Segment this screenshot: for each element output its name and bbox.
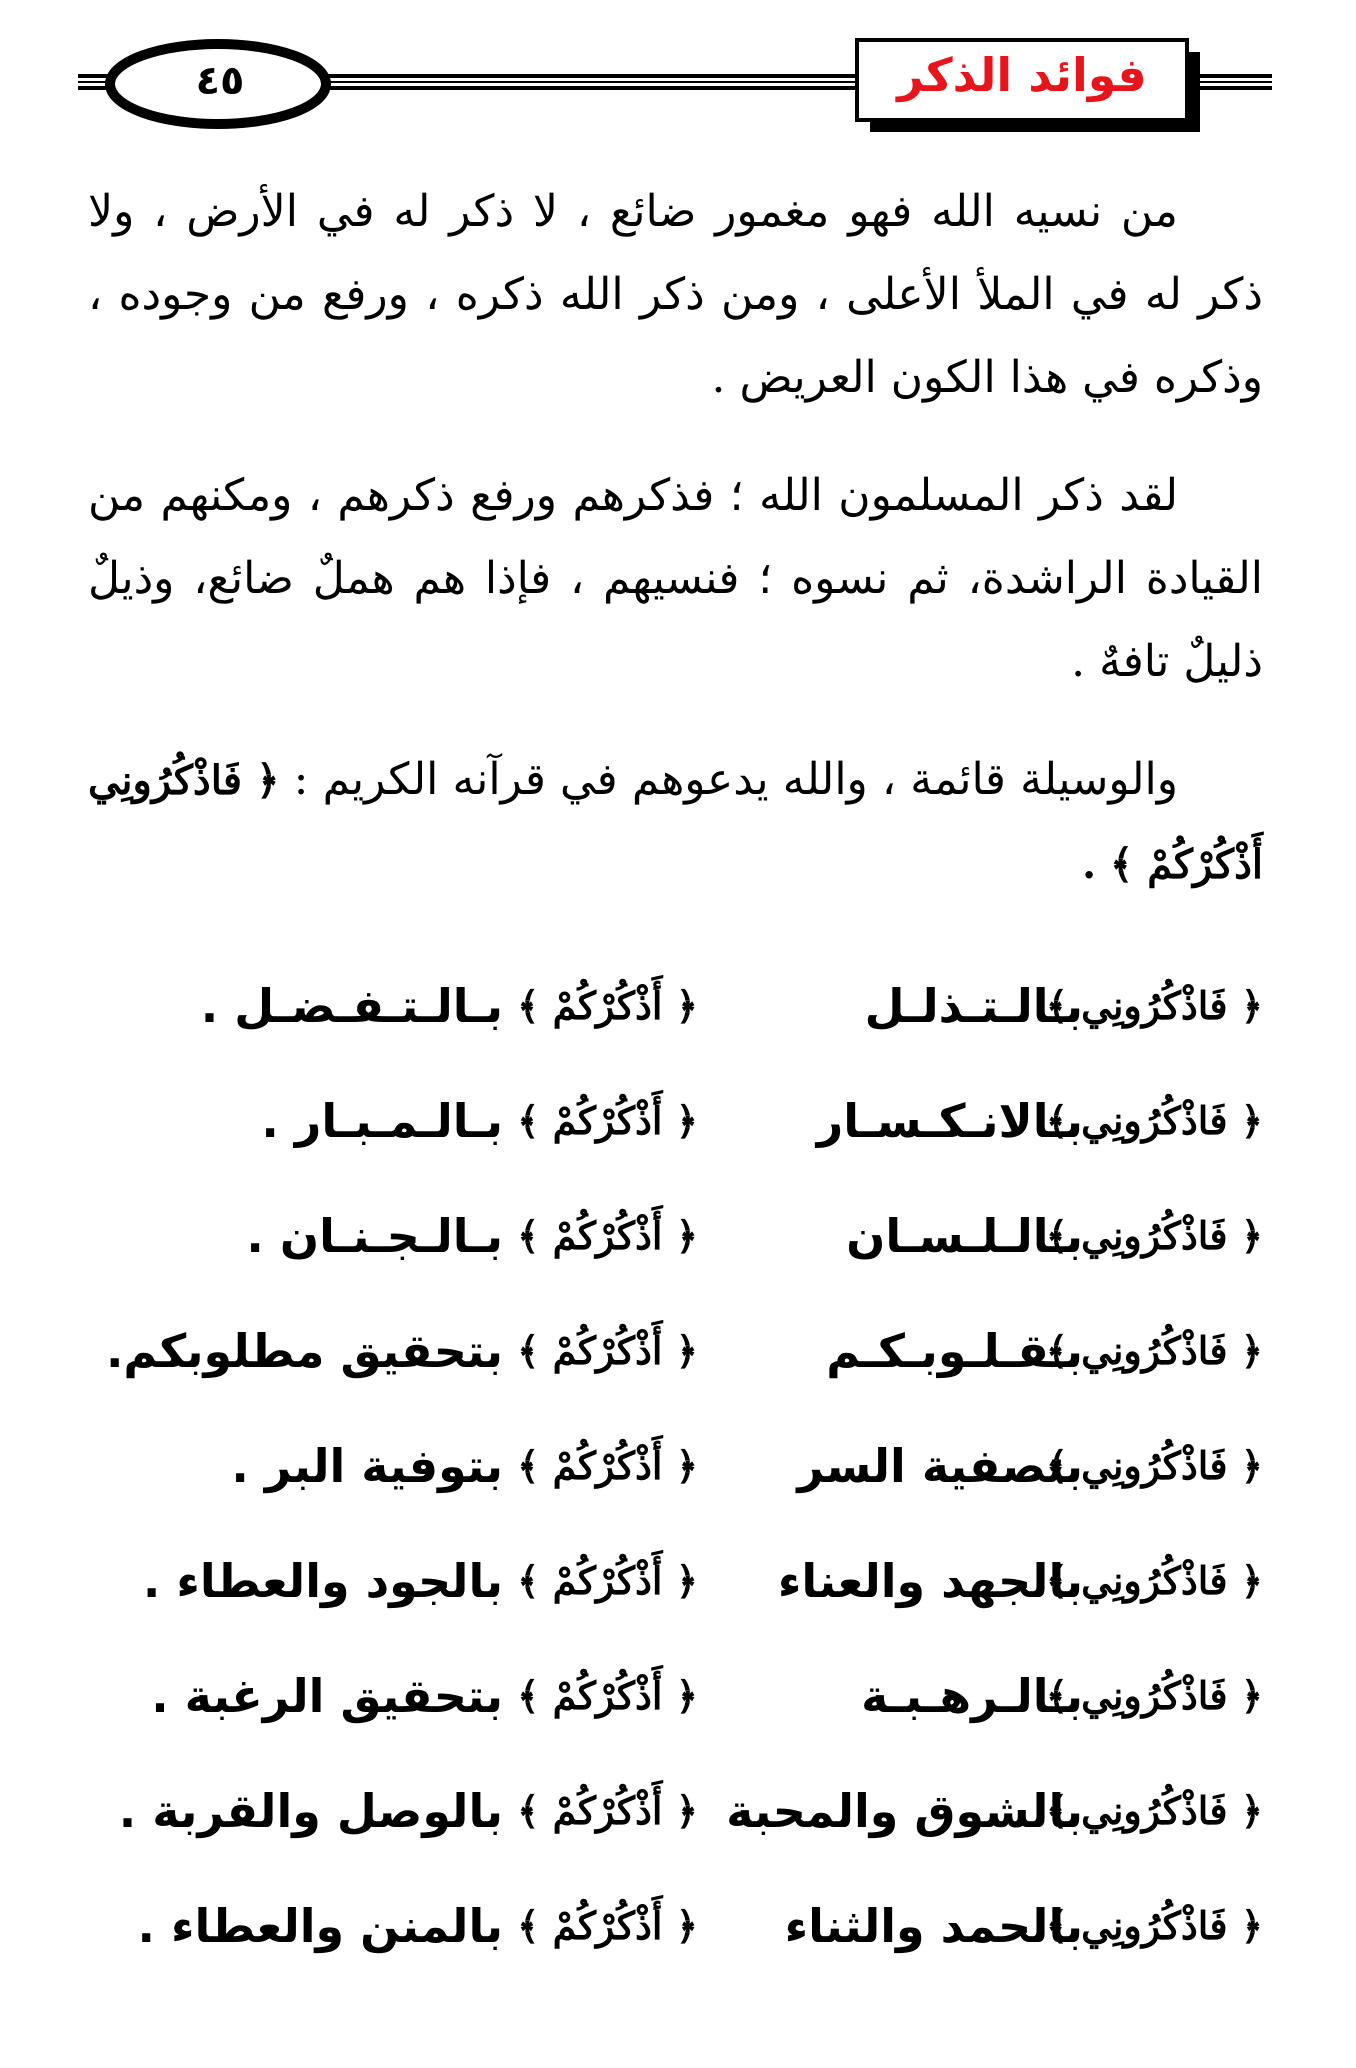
verse-lines-list — [88, 948, 1263, 1983]
list-item — [88, 1063, 1263, 1178]
phrase-first: بـالانـكـسـار — [816, 1093, 1083, 1148]
list-item — [88, 948, 1263, 1063]
verse-first: ﴿ فَاذْكُرُونِي ﴾ — [1045, 1673, 1263, 1718]
verse-second: ﴿ أَذْكُرْكُمْ ﴾ — [517, 1903, 698, 1948]
page-header — [0, 0, 1356, 160]
paragraph-1-text: من نسيه الله فهو مغمور ضائع ، لا ذكر له في الأرض ، ولا ذكر له في الملأ الأعلى ، ومن ذكر الله ذكره ، ورفع من وجوده ، وذكره في هذا الكون العريض . — [88, 186, 1263, 403]
phrase-first: بالجهد والعناء — [777, 1553, 1083, 1608]
phrase-first: بالحمد والثناء — [784, 1898, 1083, 1953]
phrase-first: بالشوق والمحبة — [726, 1783, 1083, 1838]
list-item — [88, 1638, 1263, 1753]
phrase-first: بـالـتـذلـل — [864, 978, 1083, 1033]
verse-second: ﴿ أَذْكُرْكُمْ ﴾ — [517, 1788, 698, 1833]
phrase-second: بالمنن والعطاء . — [137, 1898, 503, 1953]
paragraph-3-text: والوسيلة قائمة ، والله يدعوهم في قرآنه الكريم : — [293, 754, 1178, 805]
phrase-first: بـقـلـوبـكـم — [826, 1323, 1083, 1378]
list-item — [88, 1293, 1263, 1408]
list-item — [88, 1408, 1263, 1523]
verse-second: ﴿ أَذْكُرْكُمْ ﴾ — [517, 1673, 698, 1718]
phrase-second: بتحقيق مطلوبكم. — [105, 1323, 503, 1378]
phrase-second: بـالـتـفـضـل . — [200, 978, 503, 1033]
paragraph-3 — [88, 738, 1263, 906]
verse-first: ﴿ فَاذْكُرُونِي ﴾ — [1045, 1558, 1263, 1603]
verse-second: ﴿ أَذْكُرْكُمْ ﴾ — [517, 1213, 698, 1258]
paragraph-2-text: لقد ذكر المسلمون الله ؛ فذكرهم ورفع ذكرهم ، ومكنهم من القيادة الراشدة، ثم نسوه ؛ فنسيهم ، فإذا هم هملٌ ضائع، وذيلٌ ذليلٌ تافهٌ . — [88, 470, 1263, 687]
verse-first: ﴿ فَاذْكُرُونِي ﴾ — [1045, 1213, 1263, 1258]
phrase-second: بالجود والعطاء . — [142, 1553, 503, 1608]
phrase-first: بتصفية السر — [797, 1438, 1083, 1493]
verse-second: ﴿ أَذْكُرْكُمْ ﴾ — [517, 1558, 698, 1603]
list-item — [88, 1523, 1263, 1638]
verse-first: ﴿ فَاذْكُرُونِي ﴾ — [1045, 983, 1263, 1028]
verse-first: ﴿ فَاذْكُرُونِي ﴾ — [1045, 1788, 1263, 1833]
list-item — [88, 1178, 1263, 1293]
verse-first: ﴿ فَاذْكُرُونِي ﴾ — [1045, 1328, 1263, 1373]
page-number: ٤٥ — [195, 58, 245, 104]
phrase-first: بـالـرهـبـة — [861, 1668, 1083, 1723]
verse-first: ﴿ فَاذْكُرُونِي ﴾ — [1045, 1903, 1263, 1948]
paragraph-1 — [88, 170, 1263, 419]
paragraph-2 — [88, 454, 1263, 703]
quran-verse: ﴿ فَاذْكُرُونِي أَذْكُرْكُمْ ﴾ . — [88, 757, 1263, 888]
verse-first: ﴿ فَاذْكُرُونِي ﴾ — [1045, 1098, 1263, 1143]
verse-second: ﴿ أَذْكُرْكُمْ ﴾ — [517, 983, 698, 1028]
phrase-second: بـالـجـنـان . — [246, 1208, 503, 1263]
phrase-first: بـالـلـسـان — [846, 1208, 1083, 1263]
book-title: فوائد الذكر — [897, 48, 1147, 102]
body-text — [88, 170, 1263, 941]
phrase-second: بالوصل والقربة . — [118, 1783, 503, 1838]
phrase-second: بتحقيق الرغبة . — [151, 1668, 503, 1723]
verse-second: ﴿ أَذْكُرْكُمْ ﴾ — [517, 1098, 698, 1143]
list-item — [88, 1868, 1263, 1983]
verse-second: ﴿ أَذْكُرْكُمْ ﴾ — [517, 1443, 698, 1488]
verse-second: ﴿ أَذْكُرْكُمْ ﴾ — [517, 1328, 698, 1373]
phrase-second: بتوفية البر . — [231, 1438, 503, 1493]
list-item — [88, 1753, 1263, 1868]
verse-first: ﴿ فَاذْكُرُونِي ﴾ — [1045, 1443, 1263, 1488]
phrase-second: بـالـمـبـار . — [261, 1093, 503, 1148]
